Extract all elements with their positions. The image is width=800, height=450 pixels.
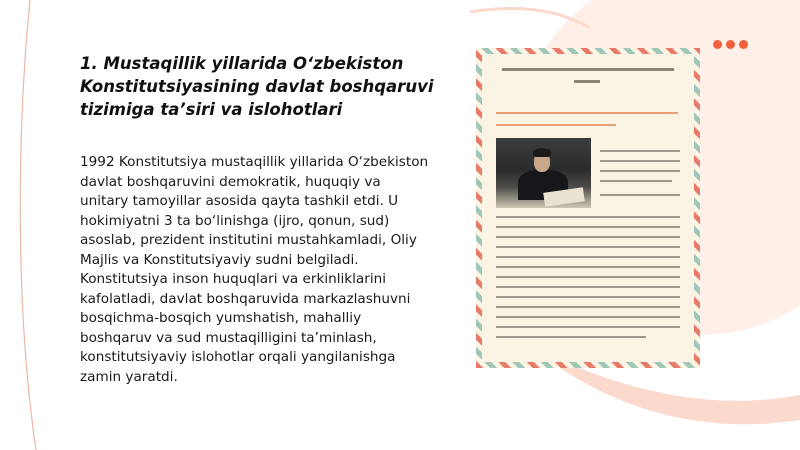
document-rule <box>496 124 616 126</box>
dot <box>713 40 722 49</box>
document-subheading <box>574 80 600 83</box>
document-text-line <box>600 194 680 196</box>
document-photo <box>496 138 591 208</box>
document-image <box>476 48 700 368</box>
document-text-line <box>600 160 680 162</box>
dot <box>726 40 735 49</box>
document-text-line <box>496 286 680 288</box>
document-text-line <box>496 236 680 238</box>
document-text-line <box>600 180 672 182</box>
document-text-line <box>496 306 680 308</box>
document-text-line <box>496 316 680 318</box>
slide-title: 1. Mustaqillik yillarida O‘zbekiston Konstitutsiyasining davlat boshqaruvi tizimiga ta’siri va islohotlari <box>80 54 434 119</box>
document-text-line <box>496 336 646 338</box>
document-rule <box>496 112 678 114</box>
document-text-line <box>496 326 680 328</box>
slide-body-text: 1992 Konstitutsiya mustaqillik yillarida O‘zbekiston davlat boshqaruvini demokratik, huquqiy va unitary tamoyillar asosida qayta tashkil etdi. U hokimiyatni 3 ta bo‘linishga (ijro, qonun, sud) asoslab, prezident institutini mustahkamladi, Oliy Majlis va Konstitutsiyaviy sudni belgiladi. Konstitutsiya inson huquqlari va erkinliklarini kafolatladi, davlat boshqaruvida markazlashuvni bosqichma-bosqich yumshatish, mahalliy boshqaruv va sud mustaqilligini ta’minlash, konstitutsiyaviy islohotlar orqali yangilanishga zamin yaratdi. <box>80 154 429 385</box>
document-text-line <box>496 216 680 218</box>
document-heading <box>502 68 674 71</box>
photo-hair <box>533 148 551 157</box>
document-text-line <box>496 226 680 228</box>
document-text-line <box>496 266 680 268</box>
document-text-line <box>600 170 680 172</box>
document-text-line <box>496 296 680 298</box>
document-text-line <box>600 150 680 152</box>
dot <box>739 40 748 49</box>
document-text-line <box>496 256 680 258</box>
document-paper <box>482 54 694 362</box>
document-text-line <box>496 276 680 278</box>
document-text-line <box>496 246 680 248</box>
three-dots-icon <box>713 40 748 49</box>
